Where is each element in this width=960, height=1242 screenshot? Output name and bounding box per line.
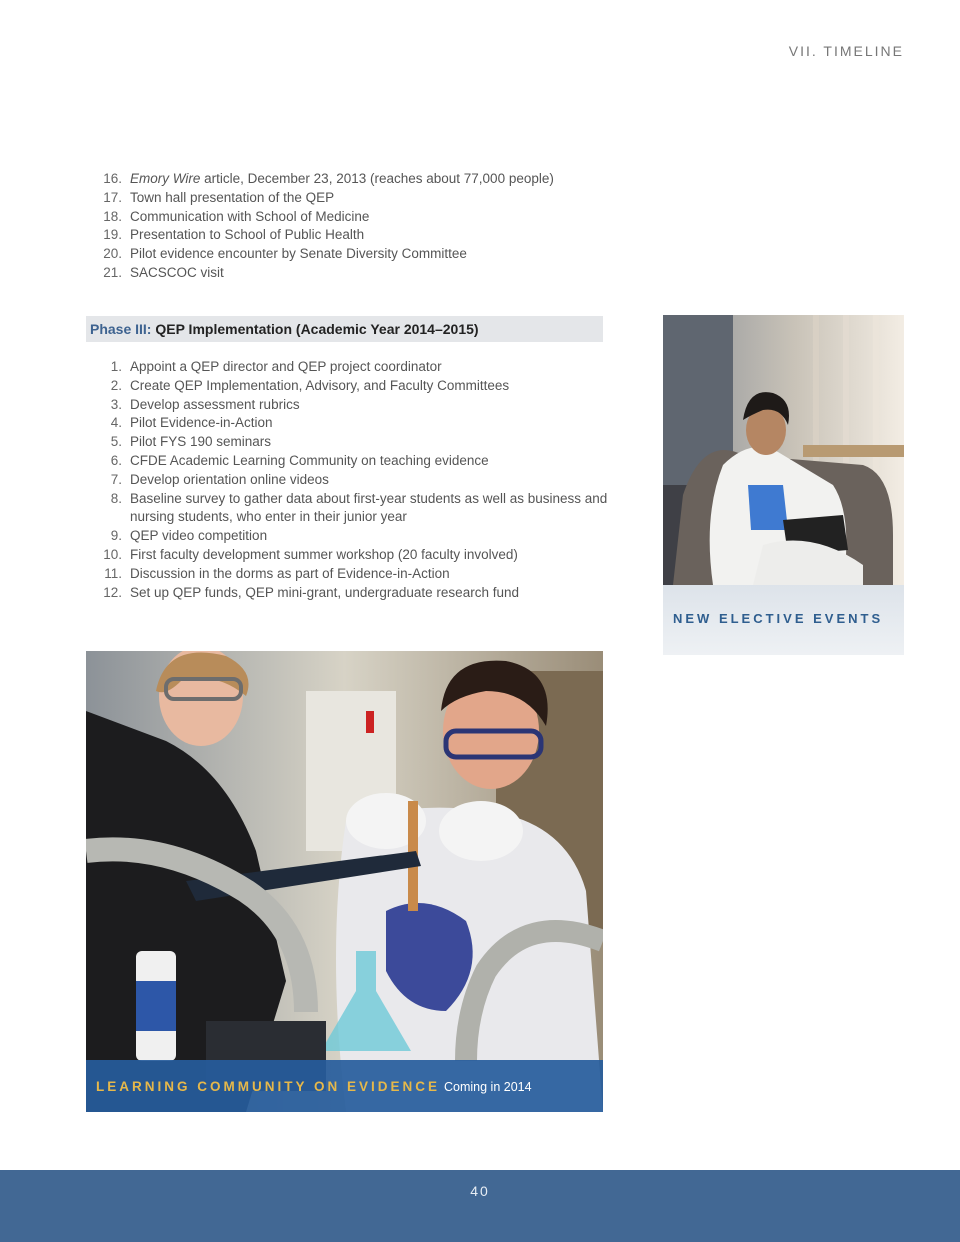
list-item xyxy=(100,396,610,415)
timeline-list-continued xyxy=(100,170,610,283)
list-item xyxy=(100,452,610,471)
phase-heading xyxy=(86,316,603,342)
item-text: article, December 23, 2013 (reaches about 77,000 people) xyxy=(200,171,554,186)
item-text: First faculty development summer workshop (20 faculty involved) xyxy=(130,546,518,562)
page-footer xyxy=(0,1170,960,1242)
item-text: Create QEP Implementation, Advisory, and Faculty Committees xyxy=(130,377,510,393)
phase-title: QEP Implementation (Academic Year 2014–2015) xyxy=(151,321,479,337)
item-text: Pilot Evidence-in-Action xyxy=(130,415,273,431)
list-item xyxy=(100,170,610,189)
item-number: 19. xyxy=(103,227,122,243)
list-item xyxy=(100,264,610,283)
item-number: 17. xyxy=(103,189,122,205)
item-number: 9. xyxy=(110,528,122,544)
list-item xyxy=(100,584,610,603)
item-text: Develop assessment rubrics xyxy=(130,396,300,412)
lab-illustration xyxy=(86,651,603,1112)
list-item xyxy=(100,358,610,377)
list-item xyxy=(100,433,610,452)
list-item xyxy=(100,527,610,546)
publication-name: Emory Wire xyxy=(130,171,201,186)
item-number: 11. xyxy=(104,565,122,581)
list-item xyxy=(100,377,610,396)
item-number: 6. xyxy=(110,452,122,468)
item-text: Pilot evidence encounter by Senate Diversity Committee xyxy=(130,246,467,262)
caption-subtitle: Coming in 2014 xyxy=(444,1080,532,1094)
item-number: 12. xyxy=(103,584,122,600)
item-text: Communication with School of Medicine xyxy=(130,208,370,224)
page-number: 40 xyxy=(470,1183,490,1199)
item-text: Baseline survey to gather data about first-year students as well as business and nursing students, who enter in their junior year xyxy=(130,490,608,525)
list-item xyxy=(100,471,610,490)
list-item xyxy=(100,245,610,264)
list-item xyxy=(100,226,610,245)
list-item xyxy=(100,490,610,528)
item-text: Discussion in the dorms as part of Evidence-in-Action xyxy=(130,565,450,581)
item-text: CFDE Academic Learning Community on teaching evidence xyxy=(130,452,489,468)
photo-caption xyxy=(86,1060,603,1112)
item-number: 10. xyxy=(103,546,122,562)
item-number: 3. xyxy=(110,396,122,412)
list-item xyxy=(100,546,610,565)
item-number: 4. xyxy=(110,415,122,431)
item-number: 5. xyxy=(110,434,122,450)
item-number: 16. xyxy=(103,171,122,186)
item-number: 21. xyxy=(103,264,122,280)
list-item xyxy=(100,208,610,227)
item-text: Appoint a QEP director and QEP project coordinator xyxy=(130,359,442,374)
item-text: Set up QEP funds, QEP mini-grant, undergraduate research fund xyxy=(130,584,519,600)
caption-title: LEARNING COMMUNITY ON EVIDENCE xyxy=(96,1079,441,1094)
lab-photo xyxy=(86,651,603,1112)
list-item xyxy=(100,565,610,584)
phase-three-list xyxy=(100,358,610,602)
section-header: VII. TIMELINE xyxy=(788,43,904,59)
item-text: Develop orientation online videos xyxy=(130,471,329,487)
item-text: Town hall presentation of the QEP xyxy=(130,189,335,205)
item-number: 20. xyxy=(103,246,122,262)
photo-caption: NEW ELECTIVE EVENTS xyxy=(663,585,904,655)
student-reading-photo xyxy=(663,315,904,655)
item-number: 18. xyxy=(103,208,122,224)
phase-prefix: Phase III: xyxy=(90,321,152,337)
item-text: Presentation to School of Public Health xyxy=(130,227,365,243)
list-item xyxy=(100,414,610,433)
student-reading-illustration xyxy=(663,315,904,585)
item-number: 7. xyxy=(110,471,122,487)
item-number: 2. xyxy=(110,377,122,393)
list-item xyxy=(100,189,610,208)
item-text: Pilot FYS 190 seminars xyxy=(130,434,272,450)
item-text: QEP video competition xyxy=(130,528,268,544)
item-text: SACSCOC visit xyxy=(130,264,224,280)
item-number: 1. xyxy=(110,359,122,374)
item-number: 8. xyxy=(110,490,122,506)
